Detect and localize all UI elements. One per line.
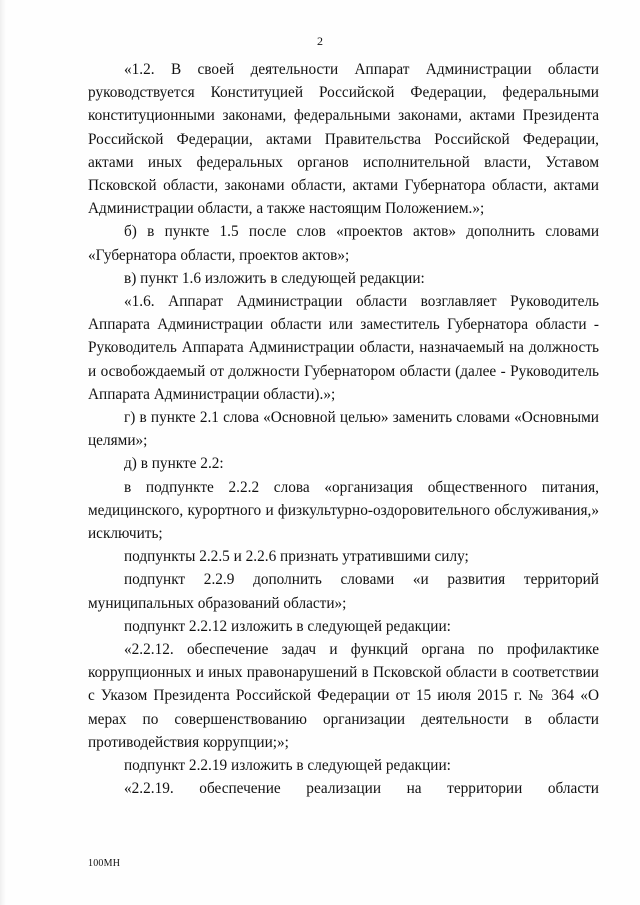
footer-code: 100МН (88, 858, 121, 869)
paragraph-2-2-19-intro: подпункт 2.2.19 изложить в следующей редакции: (124, 757, 451, 775)
paragraph-b: б) в пункте 1.5 после слов «проектов актов» дополнить словами «Губернатора области, проектов актов»; (88, 223, 599, 264)
paragraph-g: г) в пункте 2.1 слова «Основной целью» заменить словами «Основными целями»; (88, 409, 599, 450)
paragraph-1-6: «1.6. Аппарат Администрации области возглавляет Руководитель Аппарата Администрации области или заместитель Губернатора области - Руководитель Аппарата Администрации области, назначаемый на должность и освобождаемый от должности Губернатором области (далее - Руководитель Аппарата Администрации области).»; (88, 293, 599, 403)
page-number: 2 (317, 34, 323, 48)
scan-edge-shadow (0, 0, 6, 905)
paragraph-2-2-12: «2.2.12. обеспечение задач и функций органа по профилактике коррупционных и иных правонарушений в Псковской области в соответствии с Указом Президента Российской Федерации от 15 июля 2015 г. № 364 «О мерах по совершенствованию организации деятельности в области противодействия коррупции;»; (88, 641, 599, 751)
paragraph-2-2-19: «2.2.19. обеспечение реализации на территории области (124, 780, 599, 798)
paragraph-2-2-12-intro: подпункт 2.2.12 изложить в следующей редакции: (124, 617, 451, 635)
paragraph-d: д) в пункте 2.2: (124, 455, 224, 473)
paragraph-1-2: «1.2. В своей деятельности Аппарат Администрации области руководствуется Конституцией Российской Федерации, федеральными конституционными законами, федеральными законами, актами Президента Российской Федерации, актами Правительства Российской Федерации, актами иных федеральных органов исполнительной власти, Уставом Псковской области, законами области, актами Губернатора области, актами Администрации области, а также настоящим Положением.»; (88, 61, 599, 218)
document-body (88, 58, 599, 801)
paragraph-2-2-9: подпункт 2.2.9 дополнить словами «и развития территорий муниципальных образований области»; (88, 571, 599, 612)
paragraph-2-2-2: в подпункте 2.2.2 слова «организация общественного питания, медицинского, курортного и физкультурно-оздоровительного обслуживания,» исключить; (88, 478, 599, 543)
paragraph-v: в) пункт 1.6 изложить в следующей редакции: (124, 269, 425, 287)
paragraph-2-2-5: подпункты 2.2.5 и 2.2.6 признать утратившими силу; (124, 548, 469, 566)
